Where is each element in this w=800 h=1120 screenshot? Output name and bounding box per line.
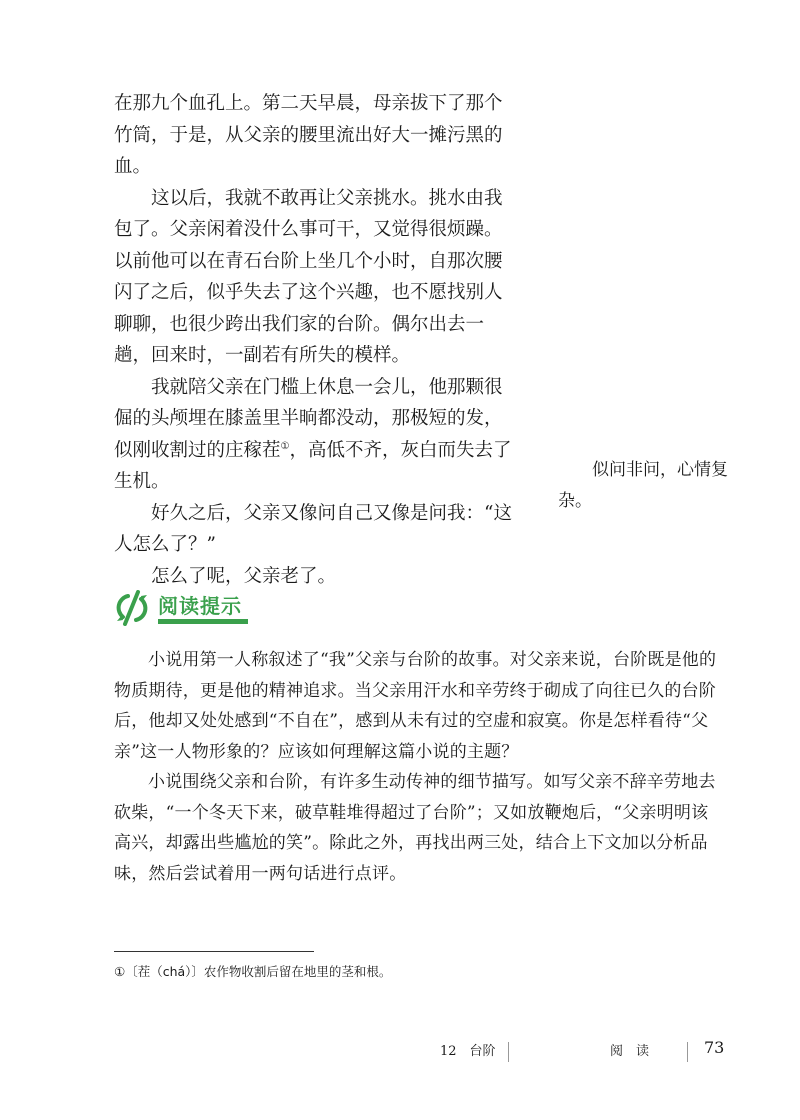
main-text	[114, 88, 514, 592]
paragraph-3	[114, 372, 514, 498]
reading-tips-header	[114, 588, 248, 630]
tips-paragraph-2: 小说围绕父亲和台阶，有许多生动传神的细节描写。如写父亲不辞辛劳地去砍柴，“一个冬天下来，破草鞋堆得超过了台阶”；又如放鞭炮后，“父亲明明该高兴，却露出些尴尬的笑”。除此之外，再找出两三处，结合上下文加以分析品味，然后尝试着用一两句话进行点评。	[114, 772, 716, 884]
tips-paragraph-1: 小说用第一人称叙述了“我”父亲与台阶的故事。对父亲来说，台阶既是他的物质期待，更是他的精神追求。当父亲用汗水和辛劳终于砌成了向往已久的台阶后，他却又处处感到“不自在”，感到从未有过的空虚和寂寞。你是怎样看待“父亲”这一人物形象的？应该如何理解这篇小说的主题？	[114, 650, 717, 762]
footnote-divider	[114, 951, 314, 952]
page-number: 73	[704, 1038, 725, 1057]
footer-divider-left	[508, 1042, 509, 1062]
paragraph-3-part-a: 我就陪父亲在门槛上休息一会儿，他那颗很倔的头颅埋在膝盖里半晌都没动，那极短的发，似刚收割过的庄稼茬	[114, 376, 503, 461]
footer-section: 阅 读	[610, 1044, 650, 1059]
margin-note: 似问非问，心情复杂。	[558, 460, 728, 511]
footnote: ①〔茬（chá）〕农作物收割后留在地里的茎和根。	[114, 964, 392, 979]
reading-tips-underline	[158, 619, 248, 624]
paragraph-3-part-b: ，高低不齐，灰白而失去了生机。	[114, 439, 512, 492]
footnote-marker[interactable]: ①	[280, 440, 290, 452]
footer-lesson: 12 台阶	[440, 1044, 496, 1059]
footer-divider-right	[687, 1042, 688, 1062]
reading-tips-title: 阅读提示	[158, 594, 242, 618]
paragraph-2: 这以后，我就不敢再让父亲挑水。挑水由我包了。父亲闲着没什么事可干，又觉得很烦躁。以前他可以在青石台阶上坐几个小时，自那次腰闪了之后，似乎失去了这个兴趣，也不愿找别人聊聊，也很少跨出我们家的台阶。偶尔出去一趟，回来时，一副若有所失的模样。	[114, 187, 503, 366]
paragraph-5: 怎么了呢，父亲老了。	[151, 565, 337, 587]
paragraph-4: 好久之后，父亲又像问自己又像是问我：“这人怎么了？”	[114, 502, 512, 555]
reading-tips-logo-icon	[114, 590, 150, 626]
reading-tips-text	[114, 645, 724, 889]
paragraph-1: 在那九个血孔上。第二天早晨，母亲拔下了那个竹筒，于是，从父亲的腰里流出好大一摊污黑的血。	[114, 93, 503, 177]
